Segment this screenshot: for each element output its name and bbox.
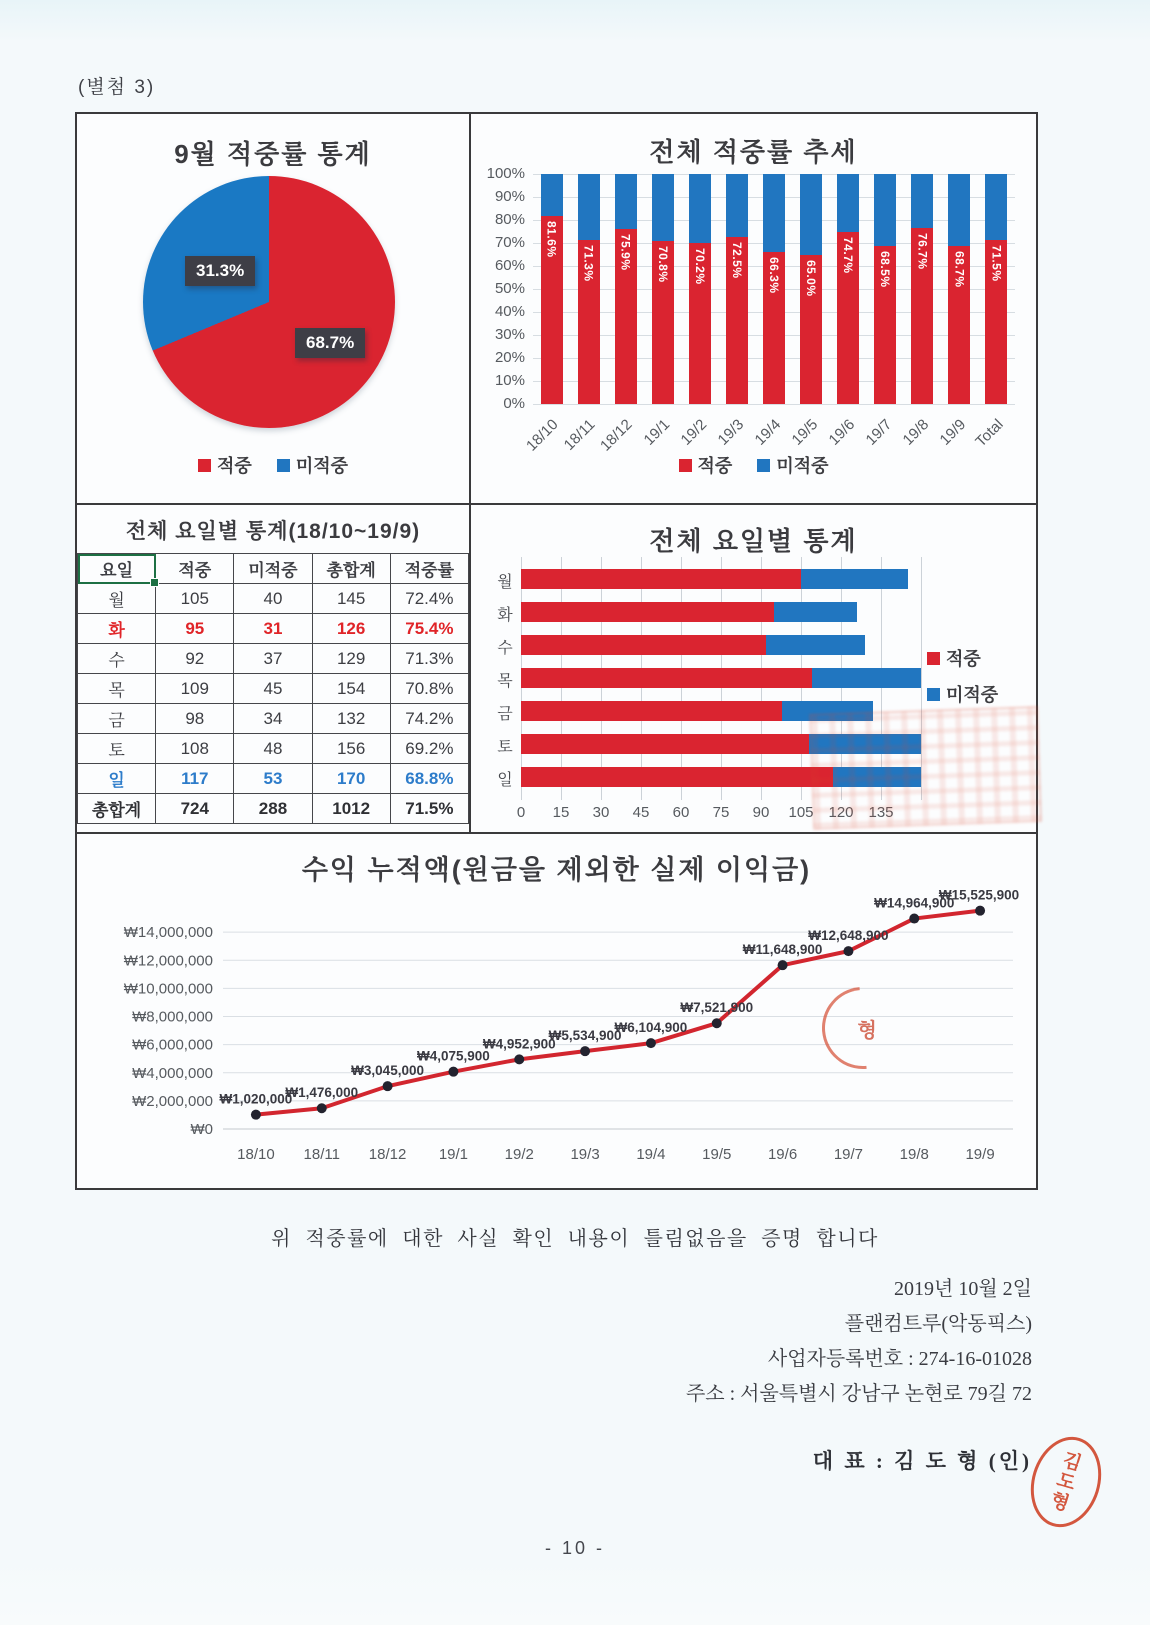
weekday-table [77,553,469,824]
miss-swatch-icon [277,459,290,472]
table-cell-value: 75.4% [390,614,468,644]
bar-18/10 [541,174,563,404]
x-axis-label: 18/10 [522,416,562,455]
y-axis-label: 토 [497,739,513,756]
table-row [78,764,469,794]
miss-segment [726,174,748,237]
table-cell-value: 70.8% [390,674,468,704]
y-axis-label: ₩12,000,000 [123,952,213,970]
data-point-label: ₩7,521,900 [680,1000,754,1016]
business-number: 사업자등록번호 : 274-16-01028 [767,1348,1032,1370]
attachment-label: (별첨 3) [78,77,156,98]
miss-segment [801,569,908,589]
pie-label-hit: 68.7% [295,328,365,358]
hit-swatch-icon [927,652,940,665]
x-axis-label: 19/1 [438,1146,469,1163]
x-axis-label: 0 [516,804,526,821]
pie-legend [77,452,469,478]
x-axis-label: 18/12 [368,1146,407,1163]
data-point-marker [580,1046,590,1056]
table-cell-value: 34 [234,704,312,734]
data-point-marker [909,914,919,924]
x-axis-label: 19/5 [702,1146,732,1163]
data-point-marker [712,1018,722,1028]
table-cell-value: 1012 [312,794,390,824]
hit-swatch-icon [198,459,211,472]
hit-segment [874,246,896,404]
y-axis-label: 일 [497,772,513,789]
bar-row-수 [521,635,921,655]
table-cell-value: 132 [312,704,390,734]
bar-19/4 [763,174,785,404]
legend-item-miss [277,452,348,478]
table-cell-value: 69.2% [390,734,468,764]
x-axis-label: 19/8 [899,1146,929,1163]
hit-segment [541,216,563,404]
table-cell-value: 71.5% [390,794,468,824]
x-axis-label: 19/8 [899,416,933,449]
table-header: 총합계 [312,554,390,584]
hit-segment [615,229,637,404]
x-axis-label: 105 [788,804,814,821]
data-point-label: ₩1,020,000 [219,1091,293,1107]
legend-item-hit [679,452,733,478]
pie-graphic [143,176,395,428]
x-axis-label: 60 [672,804,690,821]
bar-row-목 [521,668,921,688]
bar-19/9 [948,174,970,404]
bar-19/8 [911,174,933,404]
y-axis-label: ₩10,000,000 [123,980,213,998]
y-axis-label: ₩0 [190,1121,213,1138]
table-header: 미적중 [234,554,312,584]
bar-19/1 [652,174,674,404]
company-name: 플랜컴트루(악동픽스) [844,1313,1032,1335]
bar-value-label: 68.5% [878,251,893,288]
miss-segment [837,174,859,232]
table-cell-value: 목 [78,674,156,704]
hit-segment [689,243,711,404]
x-axis-label: Total [972,416,1007,451]
data-point-marker [843,946,853,956]
miss-segment [578,174,600,240]
red-name-seal [1020,1428,1112,1536]
y-axis-label: ₩14,000,000 [123,924,213,942]
table-cell-value: 71.3% [390,644,468,674]
table-cell-value: 53 [234,764,312,794]
x-axis-label: 15 [552,804,570,821]
x-axis-label: 120 [828,804,854,821]
data-point-label: ₩15,525,900 [938,887,1020,903]
data-point-label: ₩4,075,900 [417,1048,490,1064]
table-row [78,704,469,734]
hit-segment [521,569,801,589]
certification-statement: 위 적중률에 대한 사실 확인 내용이 틀림없음을 증명 합니다 [271,1228,879,1250]
table-cell-value: 72.4% [390,584,468,614]
miss-swatch-icon [927,688,940,701]
table-row [78,584,469,614]
table-row [78,674,469,704]
bar-row-화 [521,602,921,622]
y-axis-label: 70% [494,234,525,251]
x-axis-label: 19/3 [570,1146,600,1163]
miss-segment [774,602,857,622]
legend-item-hit [198,452,252,478]
data-point-label: ₩4,952,900 [482,1036,556,1052]
seal-character: 형 [1048,1489,1072,1515]
table-cell-value: 31 [234,614,312,644]
legend-item-miss [757,452,828,478]
bar-19/7 [874,174,896,404]
table-cell-value: 총합계 [78,794,156,824]
bar-row-월 [521,569,921,589]
bar-19/2 [689,174,711,404]
gridline [533,404,1015,405]
y-axis-label: 60% [494,257,525,274]
bar-value-label: 74.7% [841,237,856,274]
x-axis-label: 19/7 [833,1146,864,1163]
x-axis-label: 19/2 [677,416,710,449]
table-row [78,734,469,764]
table-cell-value: 108 [156,734,234,764]
x-axis-label: 19/9 [936,416,970,449]
y-axis-label: 10% [494,372,525,389]
data-point-label: ₩1,476,000 [285,1085,359,1101]
seal-character: 형 [857,1019,877,1042]
bar-value-label: 72.5% [729,242,744,279]
miss-segment [541,174,563,216]
trend-chart-title: 전체 적중률 추세 [649,137,858,167]
x-axis-label: 30 [592,804,610,821]
faded-red-seal [809,706,1042,830]
data-point-marker [448,1067,458,1077]
y-axis-label: 30% [494,326,525,343]
y-axis-label: 월 [497,574,513,591]
x-axis-label: 75 [712,804,730,821]
hit-segment [521,767,833,787]
x-axis-label: 19/4 [636,1146,666,1163]
legend-label: 미적중 [776,456,829,476]
trend-plot-area [533,174,1015,404]
table-cell-value: 145 [312,584,390,614]
signature-block [686,1272,1032,1479]
table-cell-value: 화 [78,614,156,644]
y-axis-label: 90% [494,188,525,205]
table-header: 요일 [78,554,156,584]
data-point-marker [383,1081,393,1091]
x-axis-label: 19/5 [788,416,822,449]
seal-character: 도 [1054,1469,1078,1495]
seal-character: 김 [1060,1449,1084,1475]
x-axis-label: 18/10 [237,1146,275,1163]
table-header-row [78,554,469,584]
table-header: 적중 [156,554,234,584]
weekday-chart-title: 전체 요일별 통계 [649,526,858,556]
profit-chart-section [77,834,1036,1188]
company-address: 주소 : 서울특별시 강남구 논현로 79길 72 [685,1383,1032,1405]
bar-18/11 [578,174,600,404]
september-pie-section [77,114,471,505]
hit-segment [985,240,1007,404]
hit-segment [521,635,766,655]
miss-segment [689,174,711,243]
x-axis-label: 90 [752,804,770,821]
bar-19/5 [800,174,822,404]
profit-chart-title: 수익 누적액(원금을 제외한 실제 이익금) [301,855,812,885]
x-axis-label: 19/6 [767,1146,798,1163]
table-cell-value: 40 [234,584,312,614]
table-cell-value: 724 [156,794,234,824]
x-axis-label: 18/12 [597,416,636,455]
hit-segment [800,255,822,405]
x-axis-label: 19/1 [640,416,673,449]
table-cell-value: 토 [78,734,156,764]
table-cell-value: 126 [312,614,390,644]
table-row [78,794,469,824]
trend-legend [471,452,1036,478]
bar-value-label: 76.7% [915,232,930,270]
x-axis-label: 19/6 [825,416,859,449]
legend-item-hit [927,645,981,671]
table-cell-value: 45 [234,674,312,704]
hit-swatch-icon [679,459,692,472]
hit-segment [521,701,782,721]
y-axis-label: 80% [494,211,525,228]
table-cell-value: 105 [156,584,234,614]
y-axis-label: ₩4,000,000 [132,1064,213,1082]
y-axis-label: ₩8,000,000 [132,1008,213,1026]
weekday-table-section [77,505,471,834]
table-cell-value: 154 [312,674,390,704]
x-axis-label: 19/3 [714,416,747,449]
x-axis-label: 19/2 [504,1146,534,1163]
hit-segment [652,241,674,404]
bar-19/3 [726,174,748,404]
bar-value-label: 71.5% [989,244,1004,282]
table-cell-value: 월 [78,584,156,614]
y-axis-label: 50% [494,280,525,297]
y-axis-label: 0% [503,395,525,412]
bar-value-label: 70.2% [692,247,707,285]
x-axis-label: 135 [868,804,894,821]
miss-segment [766,635,865,655]
data-point-marker [778,960,788,970]
bar-Total [985,174,1007,404]
hit-segment [521,602,774,622]
hit-segment [911,228,933,404]
table-cell-value: 68.8% [390,764,468,794]
bar-value-label: 81.6% [544,221,559,258]
table-cell-value: 수 [78,644,156,674]
table-cell-value: 170 [312,764,390,794]
y-axis-label: 목 [497,673,513,690]
y-axis-label: 금 [497,706,513,723]
trend-chart-section [471,114,1036,505]
hit-segment [578,240,600,404]
y-axis-label: 40% [494,303,525,320]
document-date: 2019년 10월 2일 [894,1278,1032,1300]
table-header: 적중률 [390,554,468,584]
table-cell-value: 92 [156,644,234,674]
hit-segment [948,246,970,404]
hit-segment [521,668,812,688]
bar-18/12 [615,174,637,404]
hit-segment [726,237,748,404]
miss-segment [874,174,896,246]
bar-value-label: 66.3% [767,256,781,294]
bar-value-label: 68.7% [952,250,967,288]
legend-label: 적중 [217,456,252,476]
data-point-marker [251,1110,261,1120]
miss-segment [812,668,921,688]
bar-value-label: 75.9% [618,234,633,271]
y-axis-label: 20% [494,349,525,366]
bar-value-label: 65.0% [804,259,819,297]
miss-segment [652,174,674,241]
x-axis-label: 18/11 [303,1146,340,1163]
y-axis-label: ₩6,000,000 [132,1036,213,1054]
miss-segment [948,174,970,246]
hit-segment [837,232,859,404]
y-axis-label: ₩2,000,000 [132,1092,213,1110]
table-cell-value: 금 [78,704,156,734]
hit-segment [521,734,809,754]
data-point-label: ₩11,648,900 [742,942,823,958]
weekday-table-title: 전체 요일별 통계(18/10~19/9) [125,520,421,543]
table-cell-value: 48 [234,734,312,764]
table-cell-value: 일 [78,764,156,794]
miss-segment [985,174,1007,240]
x-axis-label: 18/11 [560,416,599,454]
data-point-label: ₩5,534,900 [548,1028,622,1044]
table-cell-value: 156 [312,734,390,764]
data-point-marker [975,906,985,916]
table-cell-value: 109 [156,674,234,704]
data-point-label: ₩3,045,000 [351,1063,424,1079]
weekday-chart-section [471,505,1036,834]
data-point-marker [646,1038,656,1048]
data-point-marker [317,1103,327,1113]
table-row [78,614,469,644]
data-point-label: ₩6,104,900 [614,1020,688,1036]
charts-board [75,112,1038,1190]
table-cell-value: 37 [234,644,312,674]
pie-chart [143,176,395,428]
x-axis-label: 19/9 [965,1146,995,1163]
page-number: - 10 - [544,1538,605,1558]
table-cell-value: 288 [234,794,312,824]
bar-19/6 [837,174,859,404]
legend-item-miss [927,681,998,707]
miss-segment [911,174,933,228]
miss-segment [800,174,822,255]
miss-swatch-icon [757,459,770,472]
pie-chart-title: 9월 적중률 통계 [174,139,372,169]
table-cell-value: 74.2% [390,704,468,734]
representative-line: 대 표 : 김 도 형 (인) [812,1449,1032,1473]
y-axis-label: 수 [497,640,513,657]
table-cell-value: 98 [156,704,234,734]
x-axis-label: 45 [632,804,650,821]
data-point-marker [514,1054,524,1064]
pie-label-miss: 31.3% [185,256,255,286]
bar-value-label: 71.3% [581,245,596,282]
table-row [78,644,469,674]
legend-label: 미적중 [295,456,348,476]
table-cell-value: 129 [312,644,390,674]
miss-segment [615,174,637,229]
data-point-label: ₩12,648,900 [808,928,889,944]
data-point-label: ₩14,964,900 [874,895,955,911]
y-axis-label: 화 [497,607,513,624]
legend-label: 적중 [697,456,733,476]
table-cell-value: 95 [156,614,234,644]
bar-value-label: 70.8% [655,246,670,283]
legend-label: 미적중 [946,685,999,705]
x-axis-label: 19/4 [751,416,785,449]
legend-label: 적중 [946,649,981,669]
table-cell-value: 117 [156,764,234,794]
miss-segment [763,174,785,252]
hit-segment [763,252,785,404]
y-axis-label: 100% [486,165,525,182]
x-axis-label: 19/7 [862,416,896,449]
